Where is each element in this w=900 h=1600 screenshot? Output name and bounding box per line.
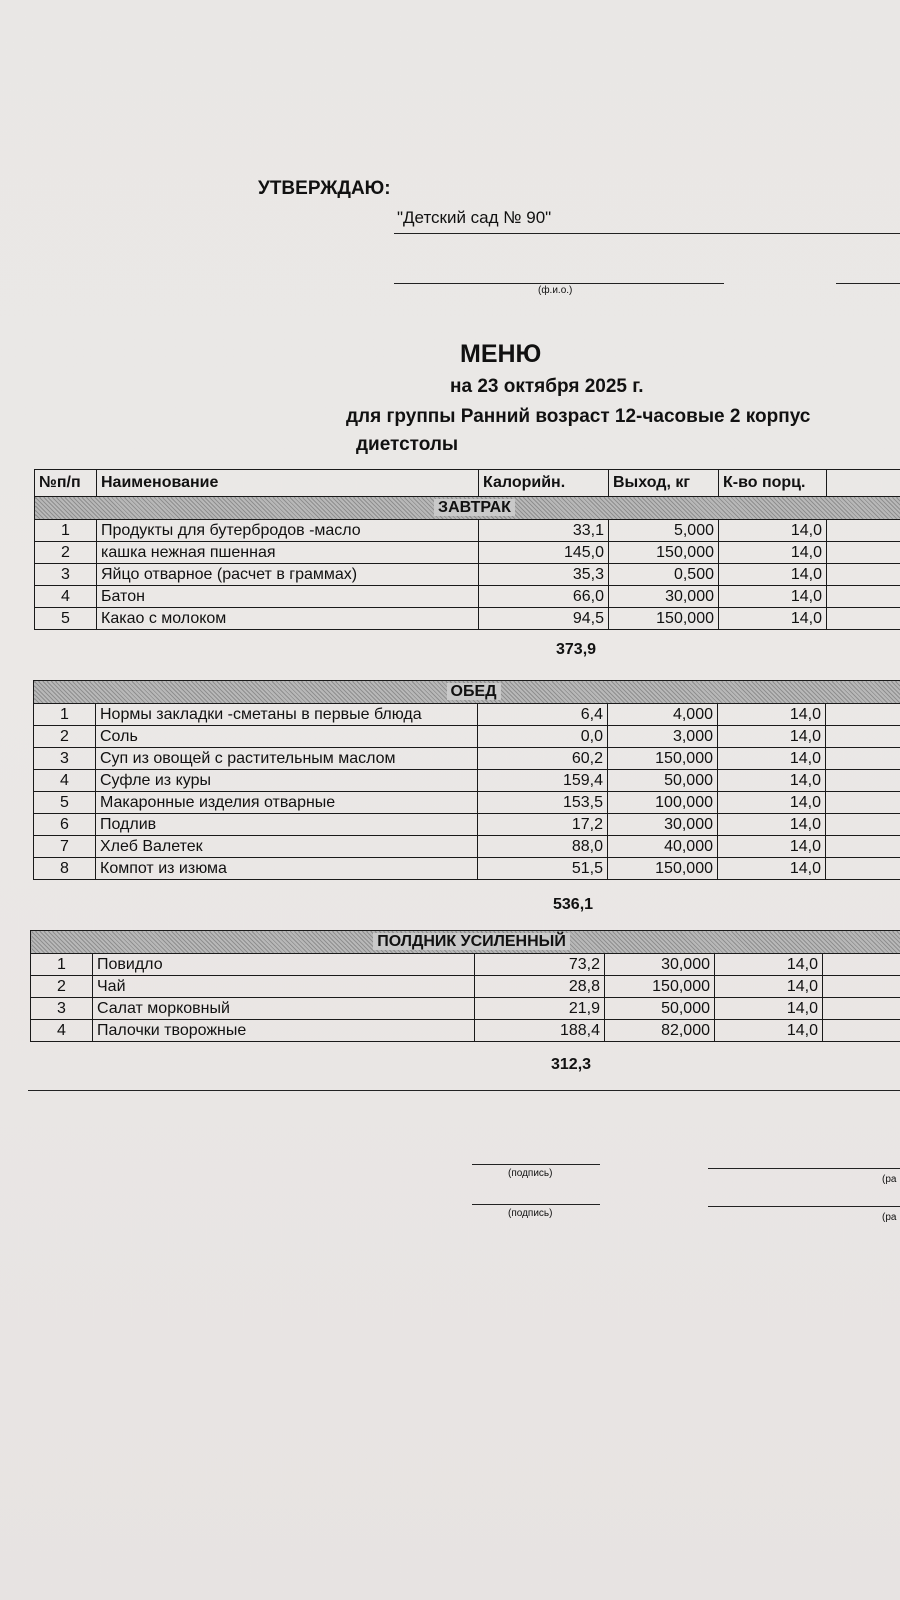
- dish-name: Подлив: [96, 814, 478, 836]
- dish-name: Палочки творожные: [93, 1020, 475, 1042]
- row-number: 4: [31, 1020, 93, 1042]
- extra-cell: [823, 976, 900, 998]
- calories: 35,3: [479, 564, 609, 586]
- table-header-row: [35, 470, 900, 497]
- output: 150,000: [605, 976, 715, 998]
- output: 150,000: [608, 748, 718, 770]
- dish-name: Нормы закладки -сметаны в первые блюда: [96, 704, 478, 726]
- calories: 6,4: [478, 704, 608, 726]
- calories: 153,5: [478, 792, 608, 814]
- portions: 14,0: [718, 704, 826, 726]
- calories: 28,8: [475, 976, 605, 998]
- output: 30,000: [605, 954, 715, 976]
- footer-divider: [28, 1090, 900, 1091]
- section-row-breakfast: [35, 497, 900, 520]
- breakfast-total: 373,9: [556, 641, 597, 658]
- portions: 14,0: [715, 1020, 823, 1042]
- dish-name: Продукты для бутербродов -масло: [97, 520, 479, 542]
- lunch-total: 536,1: [553, 896, 594, 913]
- extra-cell: [826, 726, 900, 748]
- section-row-lunch: [34, 681, 900, 704]
- signature-line: [836, 283, 900, 284]
- row-number: 5: [34, 792, 96, 814]
- signature-line-4: [708, 1206, 900, 1207]
- calories: 66,0: [479, 586, 609, 608]
- table-row: [34, 792, 900, 814]
- table-row: [31, 998, 900, 1020]
- output: 100,000: [608, 792, 718, 814]
- portions: 14,0: [715, 976, 823, 998]
- portions: 14,0: [718, 726, 826, 748]
- calories: 159,4: [478, 770, 608, 792]
- output: 0,500: [609, 564, 719, 586]
- row-number: 2: [35, 542, 97, 564]
- table-row: [34, 704, 900, 726]
- row-number: 1: [35, 520, 97, 542]
- signature-line-1: [472, 1164, 600, 1165]
- row-number: 1: [31, 954, 93, 976]
- row-number: 3: [34, 748, 96, 770]
- table-row: [31, 954, 900, 976]
- row-number: 2: [31, 976, 93, 998]
- table-row: [31, 976, 900, 998]
- table-row: [34, 770, 900, 792]
- calories: 0,0: [478, 726, 608, 748]
- signature-line-2: [708, 1168, 900, 1169]
- portions: 14,0: [718, 770, 826, 792]
- row-number: 3: [35, 564, 97, 586]
- section-title: ЗАВТРАК: [434, 499, 515, 516]
- calories: 145,0: [479, 542, 609, 564]
- output: 50,000: [608, 770, 718, 792]
- dish-name: Суфле из куры: [96, 770, 478, 792]
- portions: 14,0: [718, 748, 826, 770]
- menu-group: для группы Ранний возраст 12-часовые 2 корпус: [346, 406, 811, 427]
- organization-name: "Детский сад № 90": [397, 208, 552, 227]
- table-row: [31, 1020, 900, 1042]
- dish-name: Батон: [97, 586, 479, 608]
- snack-total: 312,3: [551, 1056, 592, 1073]
- portions: 14,0: [715, 998, 823, 1020]
- calories: 33,1: [479, 520, 609, 542]
- menu-group-line2: диетстолы: [356, 434, 459, 455]
- row-number: 1: [34, 704, 96, 726]
- extra-cell: [827, 542, 900, 564]
- snack-table: [30, 930, 900, 1042]
- menu-date: на 23 октября 2025 г.: [450, 376, 644, 397]
- section-title: ПОЛДНИК УСИЛЕННЫЙ: [373, 933, 570, 950]
- row-number: 3: [31, 998, 93, 1020]
- extra-cell: [823, 954, 900, 976]
- portions: 14,0: [718, 858, 826, 880]
- extra-cell: [826, 836, 900, 858]
- table-row: [35, 586, 900, 608]
- table-row: [34, 726, 900, 748]
- extra-cell: [826, 704, 900, 726]
- section-row-snack: [31, 931, 900, 954]
- fio-line: [394, 283, 724, 284]
- row-number: 7: [34, 836, 96, 858]
- extra-cell: [827, 586, 900, 608]
- table-row: [35, 520, 900, 542]
- section-title: ОБЕД: [447, 683, 501, 700]
- output: 82,000: [605, 1020, 715, 1042]
- portions: 14,0: [719, 564, 827, 586]
- calories: 51,5: [478, 858, 608, 880]
- signature-caption-2: (подпись): [508, 1208, 553, 1219]
- table-row: [34, 748, 900, 770]
- calories: 188,4: [475, 1020, 605, 1042]
- output: 5,000: [609, 520, 719, 542]
- col-portions-header: К-во порц.: [719, 470, 827, 497]
- calories: 21,9: [475, 998, 605, 1020]
- portions: 14,0: [719, 520, 827, 542]
- extra-cell: [827, 520, 900, 542]
- row-number: 4: [35, 586, 97, 608]
- col-name-header: Наименование: [97, 470, 479, 497]
- table-row: [34, 836, 900, 858]
- calories: 94,5: [479, 608, 609, 630]
- dish-name: Соль: [96, 726, 478, 748]
- portions: 14,0: [719, 608, 827, 630]
- output: 4,000: [608, 704, 718, 726]
- calories: 73,2: [475, 954, 605, 976]
- extra-cell: [827, 608, 900, 630]
- row-number: 5: [35, 608, 97, 630]
- portions: 14,0: [718, 836, 826, 858]
- output: 3,000: [608, 726, 718, 748]
- dish-name: Яйцо отварное (расчет в граммах): [97, 564, 479, 586]
- portions: 14,0: [718, 792, 826, 814]
- portions: 14,0: [719, 542, 827, 564]
- signature-caption-1: (подпись): [508, 1168, 553, 1179]
- col-extra-header: [827, 470, 900, 497]
- name-caption-1: (ра: [882, 1174, 897, 1185]
- extra-cell: [823, 1020, 900, 1042]
- portions: 14,0: [719, 586, 827, 608]
- portions: 14,0: [718, 814, 826, 836]
- table-row: [35, 564, 900, 586]
- output: 30,000: [608, 814, 718, 836]
- table-row: [35, 542, 900, 564]
- calories: 88,0: [478, 836, 608, 858]
- dish-name: Салат морковный: [93, 998, 475, 1020]
- output: 30,000: [609, 586, 719, 608]
- extra-cell: [823, 998, 900, 1020]
- fio-caption: (ф.и.о.): [538, 285, 573, 296]
- dish-name: Хлеб Валетек: [96, 836, 478, 858]
- extra-cell: [826, 792, 900, 814]
- breakfast-table: [34, 469, 900, 630]
- dish-name: Компот из изюма: [96, 858, 478, 880]
- extra-cell: [826, 770, 900, 792]
- row-number: 2: [34, 726, 96, 748]
- output: 50,000: [605, 998, 715, 1020]
- dish-name: Повидло: [93, 954, 475, 976]
- table-row: [34, 814, 900, 836]
- extra-cell: [826, 858, 900, 880]
- dish-name: Макаронные изделия отварные: [96, 792, 478, 814]
- row-number: 6: [34, 814, 96, 836]
- output: 150,000: [609, 608, 719, 630]
- output: 150,000: [608, 858, 718, 880]
- approval-label: УТВЕРЖДАЮ:: [258, 178, 391, 199]
- row-number: 8: [34, 858, 96, 880]
- lunch-table: [33, 680, 900, 880]
- dish-name: Чай: [93, 976, 475, 998]
- extra-cell: [826, 814, 900, 836]
- extra-cell: [827, 564, 900, 586]
- calories: 60,2: [478, 748, 608, 770]
- table-row: [34, 858, 900, 880]
- org-underline: [394, 233, 900, 234]
- dish-name: Суп из овощей с растительным маслом: [96, 748, 478, 770]
- portions: 14,0: [715, 954, 823, 976]
- page-title: МЕНЮ: [460, 340, 542, 368]
- output: 150,000: [609, 542, 719, 564]
- output: 40,000: [608, 836, 718, 858]
- dish-name: Какао с молоком: [97, 608, 479, 630]
- row-number: 4: [34, 770, 96, 792]
- table-row: [35, 608, 900, 630]
- col-output-header: Выход, кг: [609, 470, 719, 497]
- calories: 17,2: [478, 814, 608, 836]
- col-calories-header: Калорийн.: [479, 470, 609, 497]
- extra-cell: [826, 748, 900, 770]
- signature-line-3: [472, 1204, 600, 1205]
- col-number-header: №п/п: [35, 470, 97, 497]
- dish-name: кашка нежная пшенная: [97, 542, 479, 564]
- name-caption-2: (ра: [882, 1212, 897, 1223]
